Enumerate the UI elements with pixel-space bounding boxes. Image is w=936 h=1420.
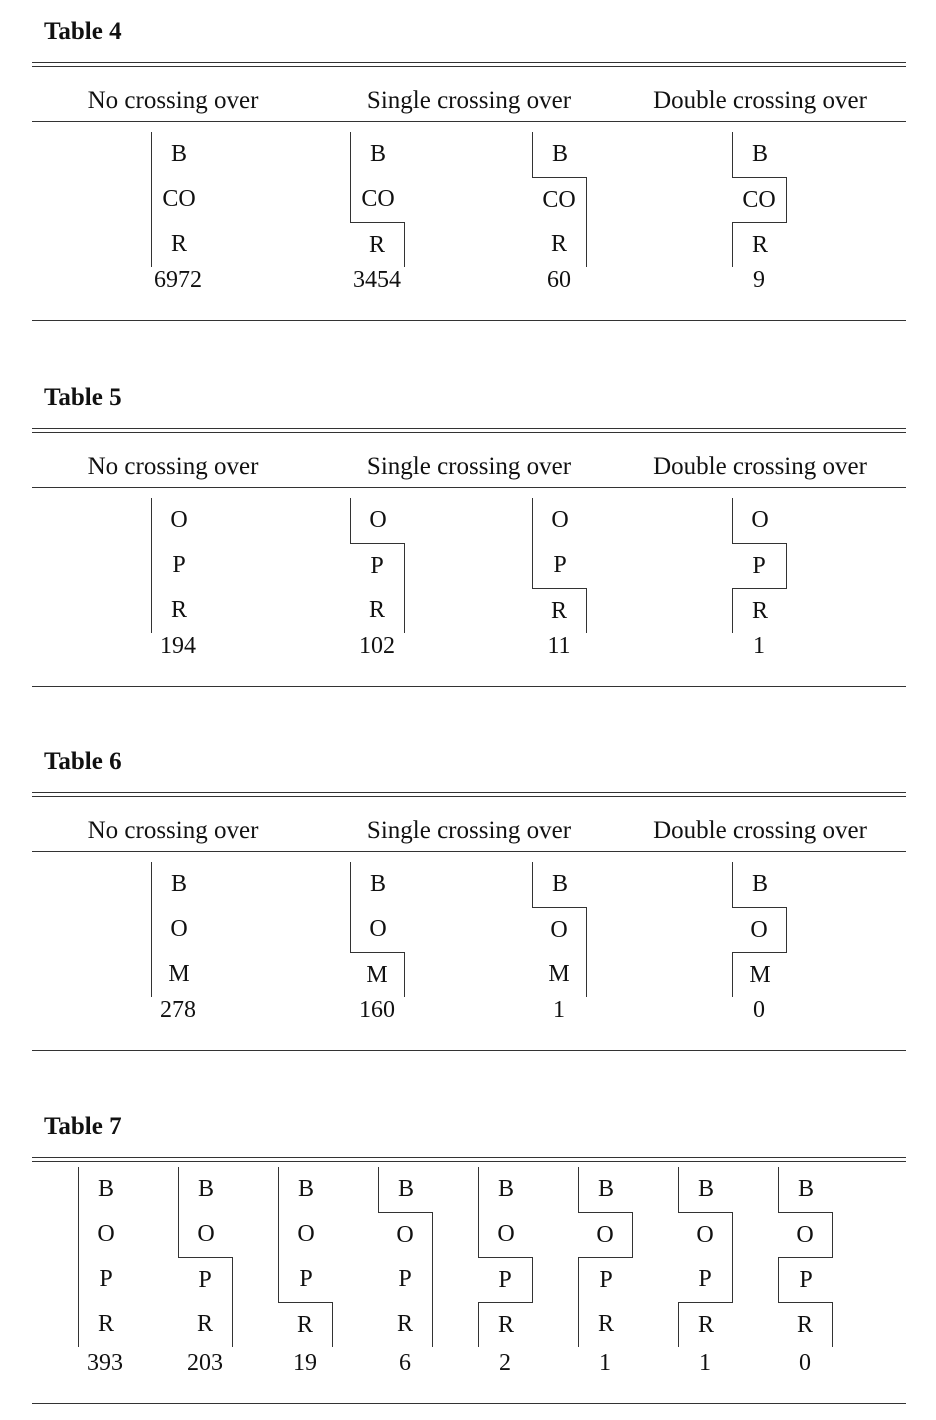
gene-label: R [732,222,787,267]
offspring-count: 11 [547,633,571,659]
crossover-diagram [350,498,405,633]
crossover-diagram [350,862,405,997]
crossover-diagram [578,1167,633,1347]
gene-label: M [151,952,206,997]
gene-label: CO [350,177,405,222]
gene-label: O [350,907,405,952]
gene-label: R [350,588,405,633]
gene-label: O [151,498,206,543]
gene-label: B [478,1167,533,1212]
gene-label: CO [732,177,787,222]
gene-label: P [532,543,587,588]
offspring-count: 203 [187,1350,223,1376]
gene-label: R [378,1302,433,1347]
gene-label: B [78,1167,133,1212]
gene-label: B [578,1167,633,1212]
offspring-count: 9 [753,267,765,293]
column-header: No crossing over [87,453,259,480]
gene-label: B [350,132,405,177]
offspring-count: 1 [699,1350,711,1376]
offspring-count: 1 [553,997,565,1023]
gene-label: B [178,1167,233,1212]
crossover-diagram [151,498,206,633]
gene-label: P [478,1257,533,1302]
bottom-rule [32,1403,906,1404]
crossover-diagram [151,862,206,997]
gene-label: R [151,588,206,633]
gene-label: CO [532,177,587,222]
gene-label: B [732,132,787,177]
top-rule [32,62,906,63]
column-header: No crossing over [87,817,259,844]
gene-label: B [532,132,587,177]
gene-label: O [578,1212,633,1257]
offspring-count: 1 [599,1350,611,1376]
gene-label: R [532,588,587,633]
gene-label: P [378,1257,433,1302]
gene-label: R [278,1302,333,1347]
header-rule [32,121,906,122]
crossover-diagram [350,132,405,267]
gene-label: O [678,1212,733,1257]
offspring-count: 1 [753,633,765,659]
crossover-diagram [532,498,587,633]
top-rule-2 [32,66,906,67]
gene-label: B [732,862,787,907]
gene-label: O [778,1212,833,1257]
crossover-diagram [378,1167,433,1347]
gene-label: R [478,1302,533,1347]
top-rule [32,428,906,429]
gene-label: B [151,132,206,177]
crossover-diagram [532,132,587,267]
header-rule [32,851,906,852]
gene-label: R [350,222,405,267]
gene-label: R [151,222,206,267]
gene-label: R [578,1302,633,1347]
column-header: Single crossing over [366,453,572,480]
top-rule [32,1157,906,1158]
table-title: Table 7 [44,1113,122,1140]
table-title: Table 6 [44,748,122,775]
gene-label: B [778,1167,833,1212]
gene-label: O [178,1212,233,1257]
crossover-diagram [732,862,787,997]
gene-label: B [678,1167,733,1212]
gene-label: P [678,1257,733,1302]
crossover-diagram [78,1167,133,1347]
gene-label: R [532,222,587,267]
crossover-diagram [678,1167,733,1347]
gene-label: P [350,543,405,588]
offspring-count: 0 [753,997,765,1023]
gene-label: P [278,1257,333,1302]
crossover-diagram [478,1167,533,1347]
column-header: Single crossing over [366,87,572,114]
crossover-diagram [732,132,787,267]
gene-label: O [478,1212,533,1257]
offspring-count: 6 [399,1350,411,1376]
gene-label: O [151,907,206,952]
header-rule [32,487,906,488]
column-header: No crossing over [87,87,259,114]
offspring-count: 160 [359,997,395,1023]
gene-label: O [378,1212,433,1257]
gene-label: O [732,907,787,952]
column-header: Double crossing over [653,817,867,844]
gene-label: R [178,1302,233,1347]
offspring-count: 2 [499,1350,511,1376]
crossover-diagram [732,498,787,633]
gene-label: O [78,1212,133,1257]
gene-label: B [278,1167,333,1212]
gene-label: M [350,952,405,997]
gene-label: O [532,498,587,543]
gene-label: P [151,543,206,588]
gene-label: R [78,1302,133,1347]
offspring-count: 60 [547,267,571,293]
column-header: Single crossing over [366,817,572,844]
crossover-diagram [278,1167,333,1347]
offspring-count: 6972 [154,267,202,293]
table-title: Table 5 [44,384,122,411]
offspring-count: 102 [359,633,395,659]
gene-label: CO [151,177,206,222]
gene-label: B [532,862,587,907]
gene-label: R [778,1302,833,1347]
gene-label: P [78,1257,133,1302]
gene-label: R [678,1302,733,1347]
gene-label: B [151,862,206,907]
top-rule-2 [32,432,906,433]
column-header: Double crossing over [653,87,867,114]
top-rule-2 [32,796,906,797]
crossover-diagram [178,1167,233,1347]
gene-label: O [278,1212,333,1257]
gene-label: B [350,862,405,907]
offspring-count: 3454 [353,267,401,293]
column-header: Double crossing over [653,453,867,480]
bottom-rule [32,320,906,321]
crossover-diagram [151,132,206,267]
offspring-count: 0 [799,1350,811,1376]
top-rule-2 [32,1161,906,1162]
gene-label: O [732,498,787,543]
offspring-count: 194 [160,633,196,659]
gene-label: O [350,498,405,543]
bottom-rule [32,686,906,687]
offspring-count: 393 [87,1350,123,1376]
gene-label: P [732,543,787,588]
crossover-diagram [778,1167,833,1347]
offspring-count: 19 [293,1350,317,1376]
crossover-diagram [532,862,587,997]
gene-label: M [532,952,587,997]
top-rule [32,792,906,793]
gene-label: B [378,1167,433,1212]
gene-label: P [178,1257,233,1302]
table-title: Table 4 [44,18,122,45]
gene-label: O [532,907,587,952]
gene-label: P [778,1257,833,1302]
gene-label: R [732,588,787,633]
offspring-count: 278 [160,997,196,1023]
gene-label: P [578,1257,633,1302]
gene-label: M [732,952,787,997]
bottom-rule [32,1050,906,1051]
